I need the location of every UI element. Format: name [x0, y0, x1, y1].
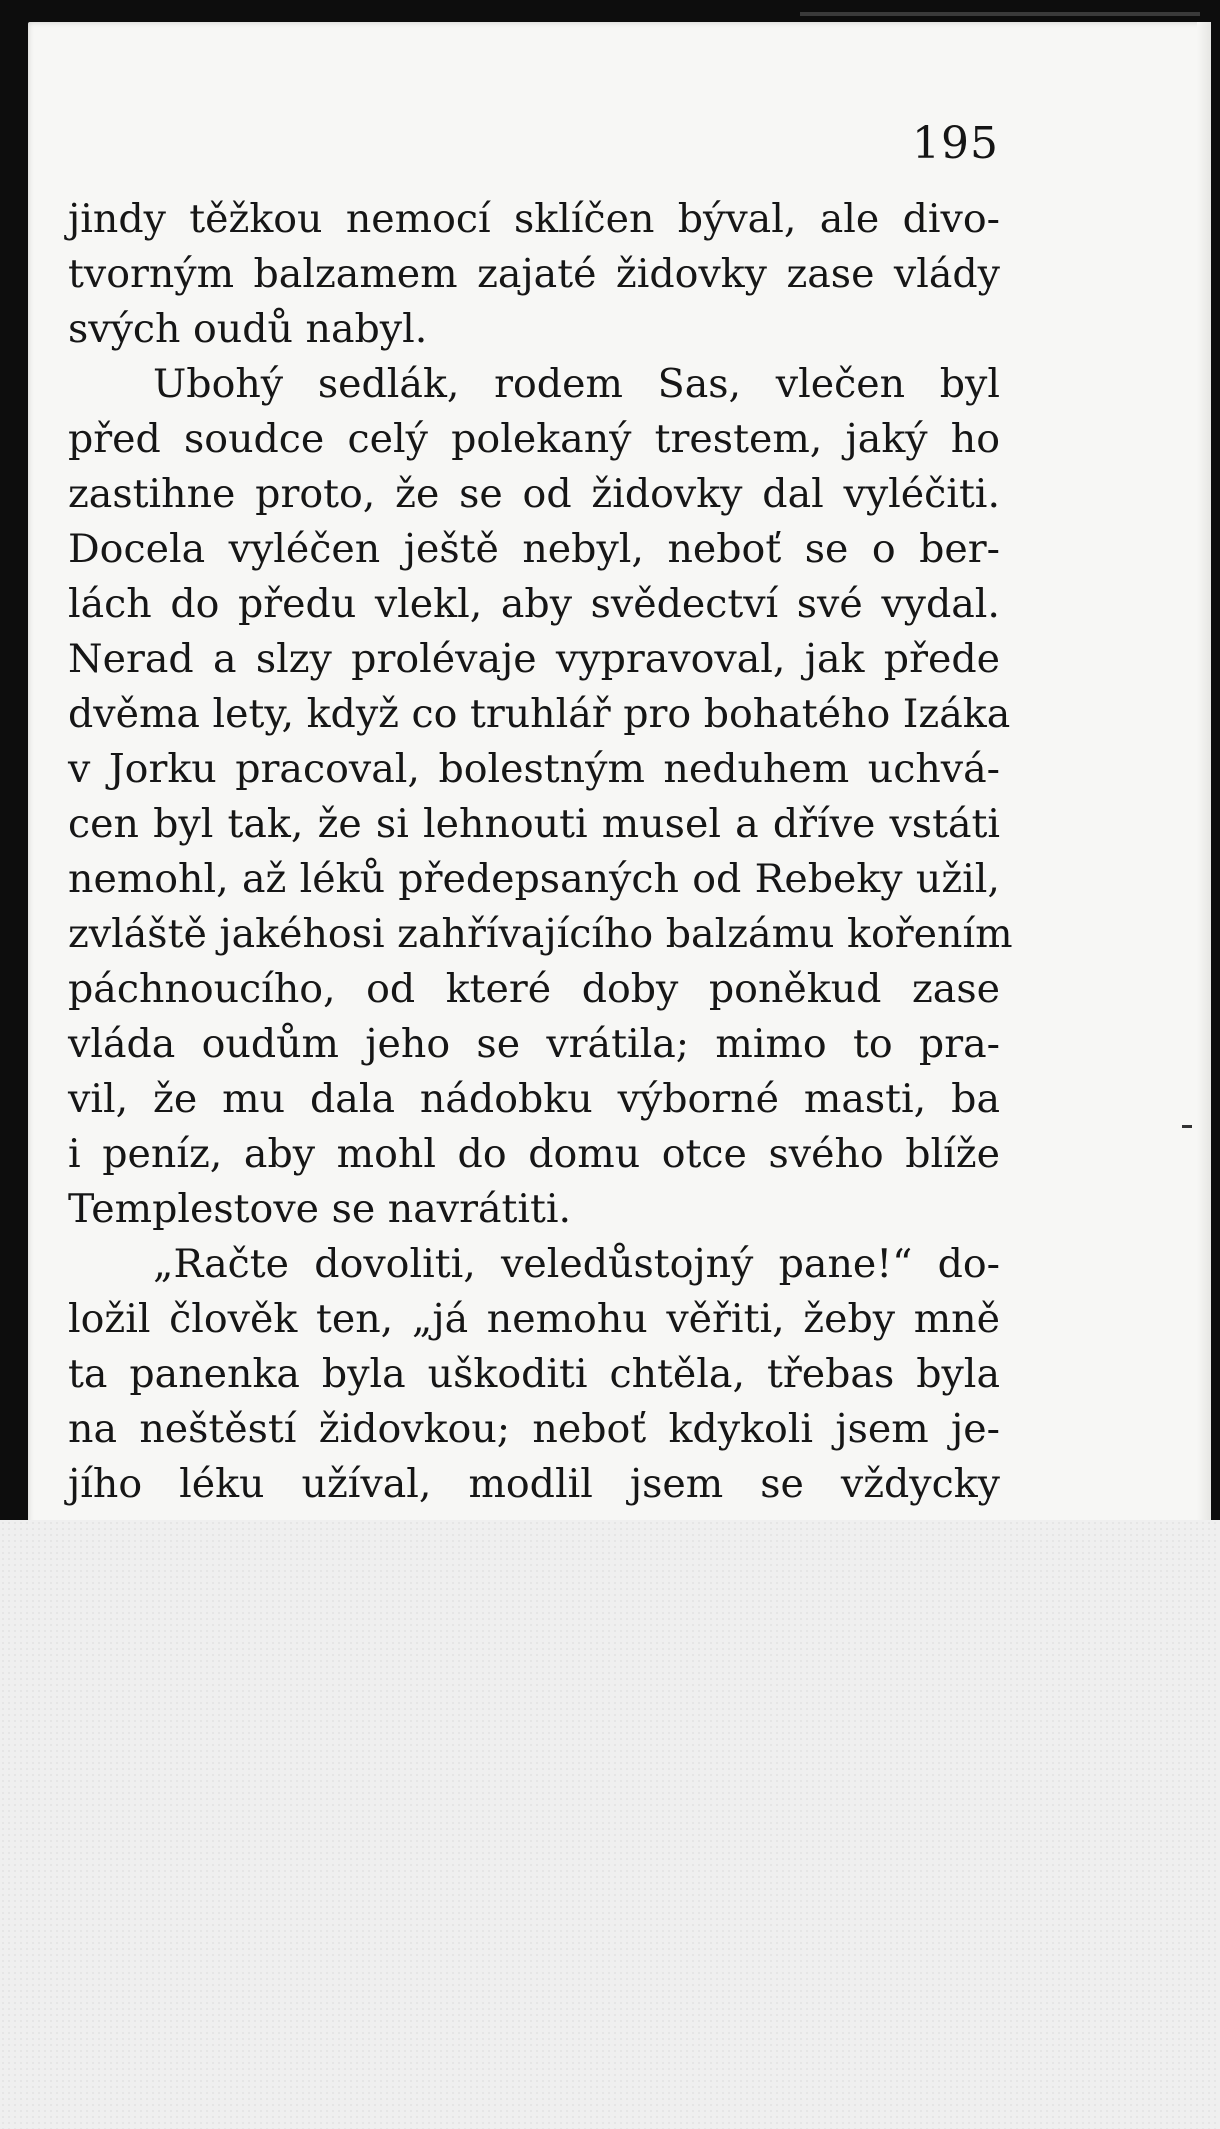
- text-line: svých oudů nabyl.: [68, 306, 428, 352]
- page-number: 195: [912, 118, 999, 169]
- text-line: páchnoucího, od které doby poněkud zase: [68, 966, 1000, 1012]
- text-line: Ubohý sedlák, rodem Sas, vlečen byl: [153, 361, 1000, 407]
- body-text: [68, 192, 1013, 1538]
- margin-mark: [1182, 1125, 1192, 1128]
- text-line: Nerad a slzy prolévaje vypravoval, jak přede: [68, 636, 1000, 682]
- text-line: na neštěstí židovkou; neboť kdykoli jsem je-: [68, 1406, 1000, 1452]
- text-line: jindy těžkou nemocí sklíčen býval, ale divo-: [68, 196, 1000, 242]
- text-line: ložil člověk ten, „já nemohu věřiti, žeby mně: [68, 1296, 1000, 1342]
- page-edge-shadow: [1197, 22, 1211, 1562]
- text-line: ta panenka byla uškoditi chtěla, třebas byla: [68, 1351, 1000, 1397]
- text-line: jího léku užíval, modlil jsem se vždycky: [68, 1461, 1000, 1507]
- text-line: tvorným balzamem zajaté židovky zase vlády: [68, 251, 1000, 297]
- text-line: „Račte dovoliti, veledůstojný pane!“ do-: [153, 1241, 1000, 1287]
- text-line: zvláště jakéhosi zahřívajícího balzámu kořením: [68, 911, 1013, 957]
- text-line: dvěma lety, když co truhlář pro bohatého Izáka: [68, 691, 1011, 737]
- text-line: lách do předu vlekl, aby svědectví své vydal.: [68, 581, 1000, 627]
- text-line: Templestove se navrátiti.: [68, 1186, 572, 1232]
- text-line: cen byl tak, že si lehnouti musel a dříve vstáti: [68, 801, 1000, 847]
- text-line: vil, že mu dala nádobku výborné masti, ba: [68, 1076, 1000, 1122]
- text-line: v Jorku pracoval, bolestným neduhem uchvá-: [68, 746, 1000, 792]
- text-line: před soudce celý polekaný trestem, jaký ho: [68, 416, 1000, 462]
- top-edge-strip: [800, 12, 1200, 16]
- text-line: vláda oudům jeho se vrátila; mimo to pra-: [68, 1021, 1000, 1067]
- text-line: zastihne proto, že se od židovky dal vyléčiti.: [68, 471, 1000, 517]
- text-line: i peníz, aby mohl do domu otce svého blíže: [68, 1131, 1000, 1177]
- text-line: Docela vyléčen ještě nebyl, neboť se o ber-: [68, 526, 1000, 572]
- text-line: nemohl, až léků předepsaných od Rebeky užil,: [68, 856, 1000, 902]
- blank-lower-area: [0, 1520, 1220, 2129]
